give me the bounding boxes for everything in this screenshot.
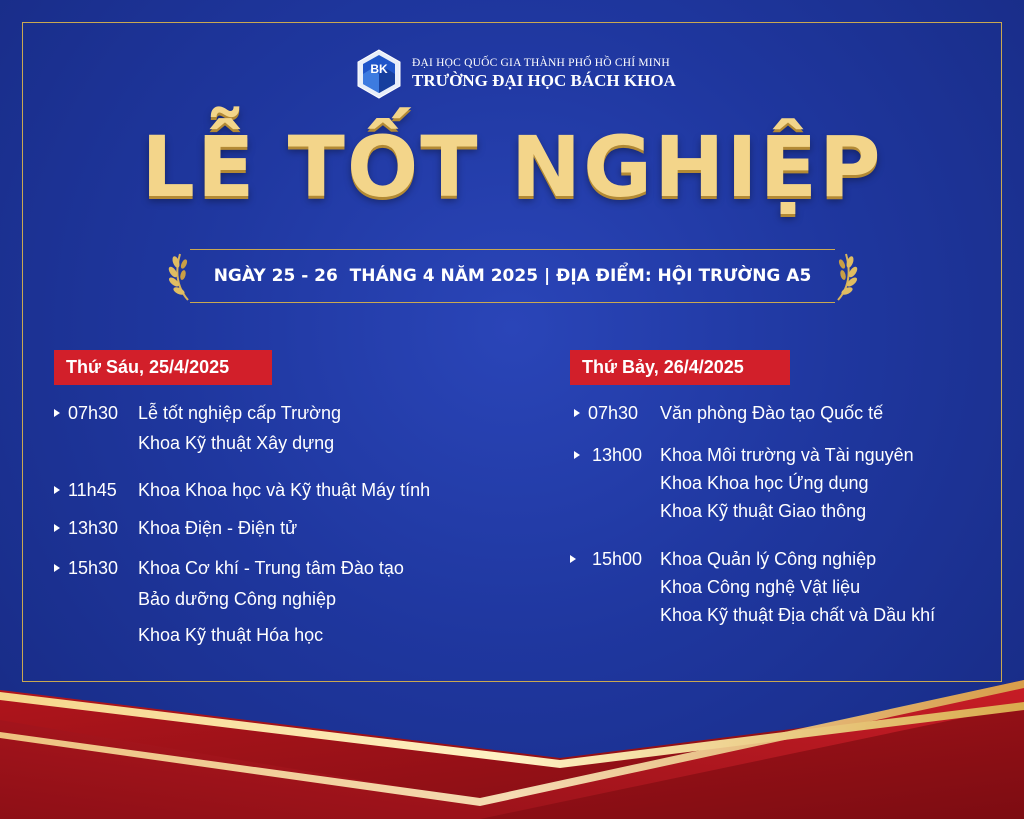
entry-time: 11h45	[68, 480, 117, 500]
bullet-triangle-icon	[54, 486, 60, 494]
bullet-triangle-icon	[54, 524, 60, 532]
entry-time: 07h30	[68, 403, 119, 423]
bullet-triangle-icon	[574, 409, 580, 417]
entry-time: 15h00	[592, 549, 643, 569]
entry-time: 13h00	[592, 445, 643, 465]
entry-line: Khoa Khoa học Ứng dụng	[660, 473, 869, 493]
page-title: LỄ TỐT NGHIỆP	[141, 118, 883, 216]
university-name: ĐẠI HỌC QUỐC GIA THÀNH PHỐ HỒ CHÍ MINH	[412, 57, 670, 69]
entry-line: Khoa Môi trường và Tài nguyên	[660, 445, 914, 465]
entry-line: Khoa Kỹ thuật Xây dựng	[138, 433, 335, 453]
bullet-triangle-icon	[570, 555, 576, 563]
entry-line: Lễ tốt nghiệp cấp Trường	[138, 403, 341, 423]
date-location-bar: NGÀY 25 - 26 THÁNG 4 NĂM 2025 | ĐỊA ĐIỂM: HỘI TRƯỜNG A5	[190, 249, 835, 303]
entry-line: Khoa Kỹ thuật Hóa học	[138, 625, 324, 645]
university-header	[356, 48, 676, 100]
entry-line: Khoa Cơ khí - Trung tâm Đào tạo	[138, 558, 404, 578]
laurel-right-icon	[830, 248, 860, 304]
entry-line: Khoa Kỹ thuật Địa chất và Dầu khí	[660, 605, 936, 625]
entry-line: Khoa Kỹ thuật Giao thông	[660, 501, 867, 521]
logo-text: BK	[370, 62, 388, 76]
entry-line: Văn phòng Đào tạo Quốc tế	[660, 403, 884, 423]
bullet-triangle-icon	[574, 451, 580, 459]
entry-line: Khoa Khoa học và Kỹ thuật Máy tính	[138, 480, 431, 500]
entry-line: Khoa Quản lý Công nghiệp	[660, 549, 877, 569]
bullet-triangle-icon	[54, 564, 60, 572]
day2-badge: Thứ Bảy, 26/4/2025	[570, 350, 790, 385]
entry-line: Khoa Công nghệ Vật liệu	[660, 577, 861, 597]
school-name: TRƯỜNG ĐẠI HỌC BÁCH KHOA	[412, 71, 676, 90]
bottom-ribbon-decoration	[0, 650, 1024, 819]
bullet-triangle-icon	[54, 409, 60, 417]
entry-time: 13h30	[68, 518, 119, 538]
entry-time: 07h30	[588, 403, 639, 423]
day1-badge: Thứ Sáu, 25/4/2025	[54, 350, 272, 385]
bk-logo-icon	[356, 49, 402, 99]
entry-time: 15h30	[68, 558, 119, 578]
entry-line: Bảo dưỡng Công nghiệp	[138, 589, 336, 609]
entry-line: Khoa Điện - Điện tử	[138, 518, 298, 538]
